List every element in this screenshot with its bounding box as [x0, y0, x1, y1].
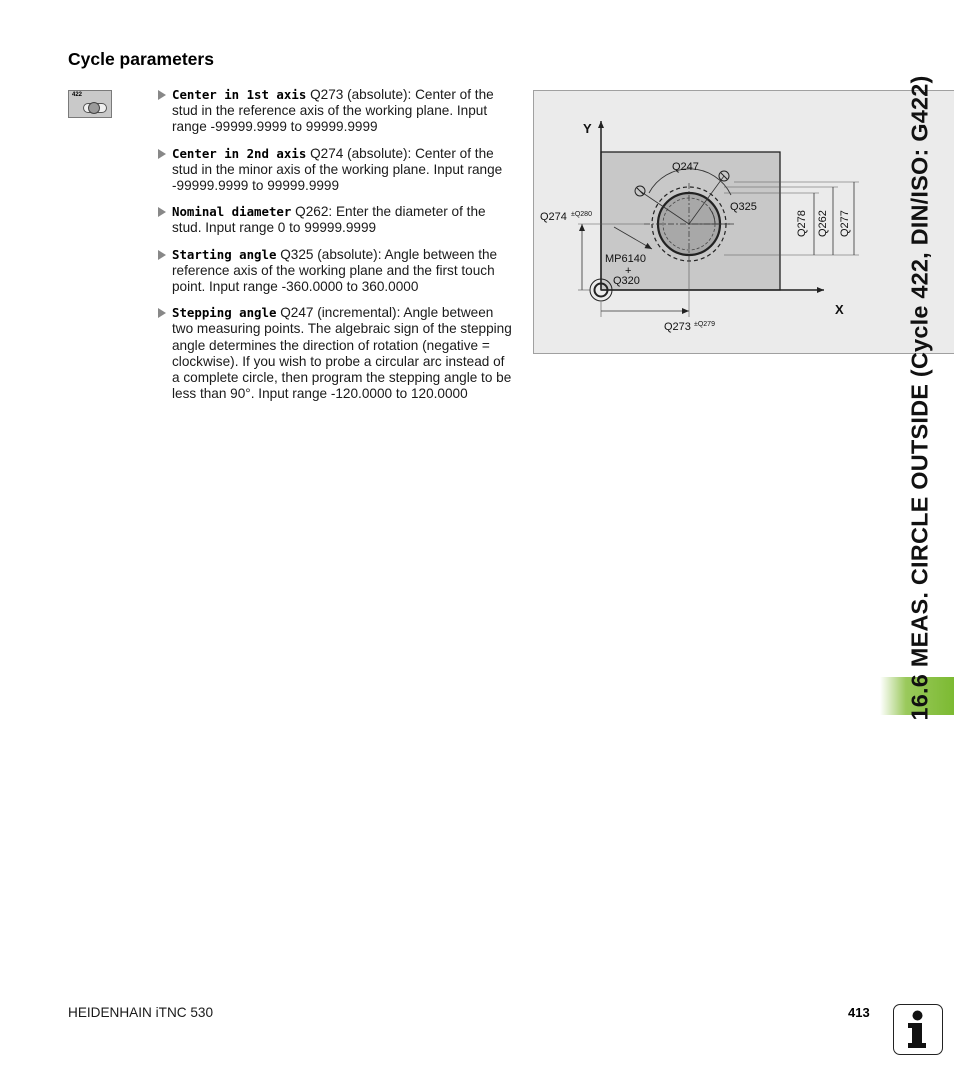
param-nominal-diameter [158, 204, 514, 236]
param-name: Center in 1st axis [172, 87, 307, 102]
cycle-422-icon [68, 90, 112, 118]
triangle-right-icon [158, 149, 166, 159]
param-stepping-angle [158, 305, 514, 402]
label-q278: Q278 [796, 210, 808, 237]
info-glyph [894, 1005, 941, 1053]
label-q279: ±Q279 [694, 321, 715, 328]
param-name: Nominal diameter [172, 204, 292, 220]
param-name: Center in 2nd axis [172, 145, 307, 161]
param-starting-angle [158, 247, 514, 296]
label-q247: Q247 [672, 161, 699, 173]
label-q274: Q274 [540, 211, 567, 223]
label-plus: + [625, 265, 632, 277]
param-name: Starting angle [172, 246, 277, 262]
label-q325: Q325 [730, 201, 757, 213]
page-number: 413 [848, 1005, 870, 1020]
param-name: Stepping angle [172, 305, 277, 321]
parameter-list [158, 87, 514, 412]
label-q273: Q273 [664, 321, 691, 333]
triangle-right-icon [158, 308, 166, 318]
y-axis-label: Y [583, 121, 592, 136]
param-description: Q273 (absolute): Center of the stud in the reference axis of the working plane. Input range -99999.9999 to 99999.9999 [172, 87, 494, 135]
cycle-icon-stud [88, 102, 100, 114]
param-center-2nd-axis [158, 146, 514, 195]
info-icon [893, 1004, 943, 1055]
param-center-1st-axis [158, 87, 514, 136]
triangle-right-icon [158, 250, 166, 260]
label-mp6140: MP6140 [605, 253, 646, 265]
param-description: Q262: Enter the diameter of the stud. Input range 0 to 99999.9999 [172, 204, 486, 236]
label-q320: Q320 [613, 275, 640, 287]
param-description: Q274 (absolute): Center of the stud in the minor axis of the working plane. Input range -99999.9999 to 99999.9999 [172, 145, 503, 194]
side-title [890, 48, 950, 748]
param-description: Q325 (absolute): Angle between the reference axis of the working plane and the first touch point. Input range -360.0000 to 360.0000 [172, 246, 498, 295]
side-title-text: 16.6 MEAS. CIRCLE OUTSIDE (Cycle 422, DIN/ISO: G422) [906, 75, 933, 721]
footer-manual-name: HEIDENHAIN iTNC 530 [68, 1005, 214, 1020]
x-axis-label: X [835, 302, 844, 317]
section-title: Cycle parameters [68, 49, 214, 69]
label-q280: ±Q280 [571, 211, 592, 218]
triangle-right-icon [158, 207, 166, 217]
label-q262: Q262 [817, 210, 829, 237]
param-description: Q247 (incremental): Angle between two measuring points. The algebraic sign of the stepping angle determines the direction of rotation (negative = clockwise). If you wish to probe a circular arc instead of a complete circle, then program the stepping angle to be less than 90°. Input range -120.0000 to 120.0000 [172, 305, 512, 402]
label-q277: Q277 [839, 210, 851, 237]
triangle-right-icon [158, 90, 166, 100]
cycle-icon-number: 422 [72, 92, 83, 98]
